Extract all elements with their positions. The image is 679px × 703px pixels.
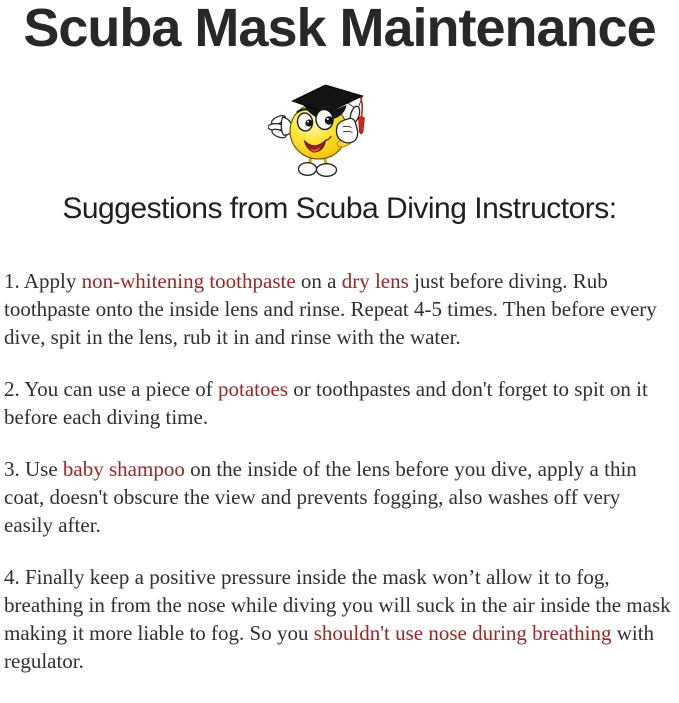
page-title: Scuba Mask Maintenance	[23, 0, 656, 58]
tassel-icon	[359, 116, 365, 134]
text-segment: on the inside of the lens before you dive, apply a thin coat, doesn't obscure the view and prevents fogging, also washes off very easily after.	[4, 457, 637, 537]
tip-paragraph	[4, 455, 674, 539]
highlighted-phrase: shouldn't use nose during breathing	[313, 621, 612, 645]
tip-paragraph	[4, 563, 674, 675]
tip-paragraph	[4, 267, 674, 351]
highlighted-phrase: potatoes	[218, 377, 289, 401]
tassel-cord	[361, 97, 363, 116]
tip-paragraph	[4, 375, 674, 431]
text-segment: with regulator.	[4, 621, 655, 673]
highlighted-phrase: non-whitening toothpaste	[81, 269, 296, 293]
mascot-left-foot	[299, 163, 317, 176]
subtitle: Suggestions from Scuba Diving Instructors:	[62, 192, 617, 225]
text-segment: 2. You can use a piece of	[4, 377, 219, 401]
text-segment: on a	[295, 269, 342, 293]
highlighted-phrase: baby shampoo	[62, 457, 185, 481]
highlighted-phrase: dry lens	[341, 269, 409, 293]
text-segment: 4. Finally keep a positive pressure inside the mask won’t allow it to fog, breathing in from the nose while diving you will suck in the air inside the mask making it more liable to fog. So you	[4, 565, 671, 645]
mascot-open-hand	[268, 114, 293, 140]
graduate-smiley-graphic	[268, 83, 369, 177]
mascot-right-foot	[317, 164, 337, 177]
text-segment: 3. Use	[4, 457, 63, 481]
tips-list	[0, 267, 679, 675]
text-segment: just before diving. Rub toothpaste onto the inside lens and rinse. Repeat 4-5 times. Then before every dive, spit in the lens, rub it in and rinse with the water.	[4, 269, 657, 349]
text-segment: 1. Apply	[4, 269, 82, 293]
graduate-smiley-thumbs-up-icon	[0, 83, 658, 177]
text-segment: or toothpastes and don't forget to spit on it before each diving time.	[4, 377, 648, 429]
